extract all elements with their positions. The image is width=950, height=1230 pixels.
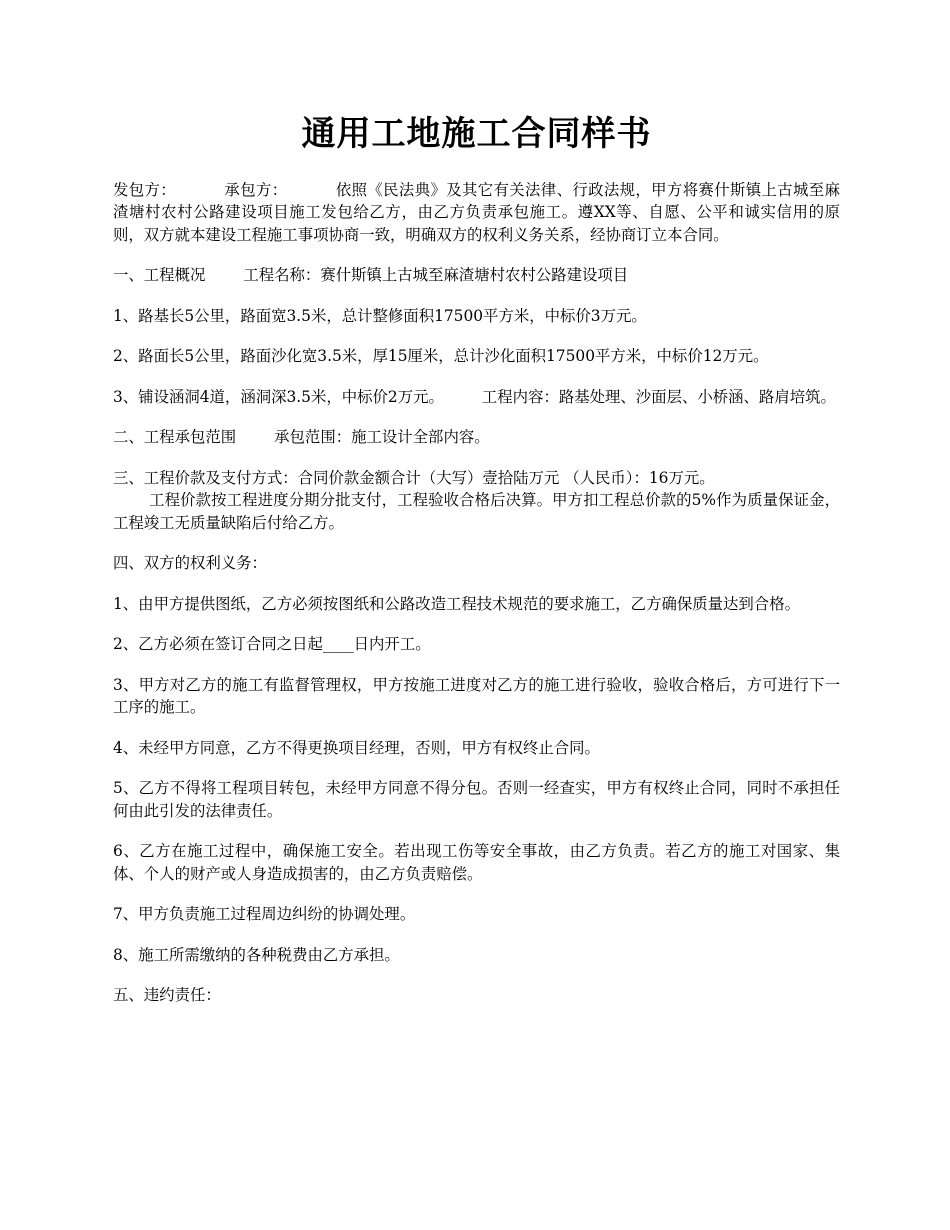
intro-text: 依照《民法典》及其它有关法律、行政法规，甲方将赛什斯镇上古城至麻渣塘村农村公路建设项目施工发包给乙方，由乙方负责承包施工。遵XX等、自愿、公平和诚实信用的原则，双方就本建设工程施工事项协商一致，明确双方的权利义务关系，经协商订立本合同。 (113, 180, 840, 244)
project-content: 工程内容：路基处理、沙面层、小桥涵、路肩培筑。 (481, 387, 836, 406)
item-1-3 (113, 386, 840, 409)
list-item: 1、由甲方提供图纸，乙方必须按图纸和公路改造工程技术规范的要求施工，乙方确保质量达到合格。 (113, 594, 800, 613)
section-2-heading: 二、工程承包范围 (113, 428, 237, 447)
intro-paragraph (113, 179, 840, 247)
section-3-line-1: 三、工程价款及支付方式：合同价款金额合计（大写）壹拾陆万元 （人民币）：16万元。 (113, 468, 715, 487)
item-1-2: 2、路面长5公里，路面沙化宽3.5米，厚15厘米，总计沙化面积17500平方米，中标价12万元。 (113, 347, 769, 366)
section-4-heading: 四、双方的权利义务： (113, 554, 267, 573)
document-title: 通用工地施工合同样书 (301, 114, 652, 154)
document-page (113, 100, 840, 1025)
list-item: 3、甲方对乙方的施工有监督管理权，甲方按施工进度对乙方的施工进行验收，验收合格后，方可进行下一工序的施工。 (113, 675, 840, 717)
list-item: 5、乙方不得将工程项目转包，未经甲方同意不得分包。否则一经查实，甲方有权终止合同，同时不承担任何由此引发的法律责任。 (113, 779, 840, 820)
section-2 (113, 426, 840, 449)
list-item: 4、未经甲方同意，乙方不得更换项目经理，否则，甲方有权终止合同。 (113, 738, 600, 757)
section-3 (113, 467, 840, 535)
contract-scope: 承包范围：施工设计全部内容。 (274, 428, 490, 447)
section-3-line-2: 工程价款按工程进度分期分批支付，工程验收合格后决算。甲方扣工程总价款的5%作为质量保证金，工程竣工无质量缺陷后付给乙方。 (113, 491, 840, 532)
list-item: 6、乙方在施工过程中，确保施工安全。若出现工伤等安全事故，由乙方负责。若乙方的施工对国家、集体、个人的财产或人身造成损害的，由乙方负责赔偿。 (113, 842, 840, 883)
contractor-label: 承包方： (224, 180, 288, 199)
list-item: 2、乙方必须在签订合同之日起____日内开工。 (113, 635, 431, 654)
item-1-1: 1、路基长5公里，路面宽3.5米，总计整修面积17500平方米，中标价3万元。 (113, 306, 647, 325)
item-1-3-text: 3、铺设涵洞4道，涵洞深3.5米，中标价2万元。 (113, 387, 444, 406)
section-5-heading: 五、违约责任： (113, 986, 221, 1005)
project-name: 工程名称：赛什斯镇上古城至麻渣塘村农村公路建设项目 (243, 266, 629, 285)
list-item: 8、施工所需缴纳的各种税费由乙方承担。 (113, 945, 400, 964)
list-item: 7、甲方负责施工过程周边纠纷的协调处理。 (113, 905, 416, 924)
section-1-heading: 一、工程概况 (113, 266, 206, 285)
employer-label: 发包方： (113, 180, 177, 199)
section-1 (113, 264, 840, 287)
